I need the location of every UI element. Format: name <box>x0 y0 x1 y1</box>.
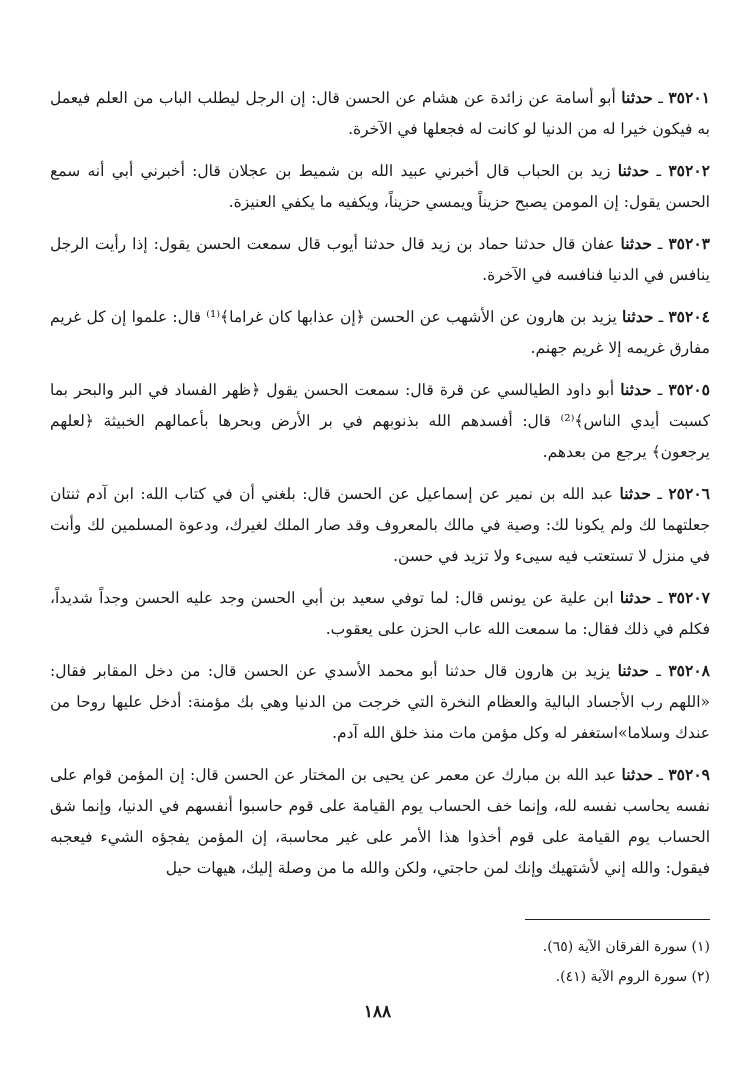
hadith-entry: ٣٥٢٠٨ ـ حدثنا يزيد بن هارون قال حدثنا أبو محمد الأسدي عن الحسن قال: من دخل المقابر فقال: «اللهم رب الأجساد البالية والعظام النخرة التي خرجت من الدنيا وهي بك مؤمنة: أدخل عليها روحا من عندك وسلاما»استغفر له وكل مؤمن مات منذ خلق الله آدم. <box>50 661 710 742</box>
entry-text: أبو داود الطيالسي عن قرة قال: سمعت الحسن يقول ﴿ظهر الفساد في البر والبحر بما كسبت أيدي الناس﴾⁽²⁾ قال: أفسدهم الله بذنوبهم في بر الأرض وبحرها بأعمالهم الخبيثة ﴿لعلهم يرجعون﴾ يرجع من بعدهم. <box>50 381 710 461</box>
entry-number: ٣٥٢٠١ <box>668 88 710 107</box>
entry-text: يزيد بن هارون قال حدثنا أبو محمد الأسدي عن الحسن قال: من دخل المقابر فقال: «اللهم رب الأجساد البالية والعظام النخرة التي خرجت من الدنيا وهي بك مؤمنة: أدخل عليها روحا من عندك وسلاما»استغفر له وكل مؤمن مات منذ خلق الله آدم. <box>50 662 710 742</box>
page-number: ١٨٨ <box>363 1002 392 1022</box>
entry-number: ٣٥٢٠٨ <box>668 661 710 680</box>
footnote: (٢) سورة الروم الآية (٤١). <box>555 969 710 985</box>
entry-lead: حدثنا <box>621 765 653 784</box>
footnote-divider <box>525 919 710 920</box>
hadith-entry: ٣٥٢٠٢ ـ حدثنا زيد بن الحباب قال أخبرني عبيد الله بن شميط بن عجلان قال: أخبرني أبي أنه سمع الحسن يقول: إن المومن يصبح حزيناً ويمسي حزيناً، ويكفيه ما يكفي العنيزة. <box>50 161 710 211</box>
entry-number: ٣٥٢٠٣ <box>668 234 710 253</box>
entry-lead: حدثنا <box>617 161 650 180</box>
entry-lead: حدثنا <box>622 307 654 326</box>
hadith-entry: ٣٥٢٠٧ ـ حدثنا ابن علية عن يونس قال: لما توفي سعيد بن أبي الحسن وجد عليه الحسن وجداً شديداً، فكلم في ذلك فقال: ما سمعت الله عاب الحزن على يعقوب. <box>50 588 710 638</box>
hadith-entry: ٣٥٢٠٩ ـ حدثنا عبد الله بن مبارك عن معمر عن يحيى بن المختار عن الحسن قال: إن المؤمن قوام على نفسه يحاسب نفسه لله، وإنما خف الحساب يوم القيامة على قوم حاسبوا أنفسهم في الدنيا، وإنما شق الحساب يوم القيامة على قوم أخذوا هذا الأمر على غير محاسبة، إن المؤمن يفجؤه الشيء فيعجبه فيقول: والله إني لأشتهيك وإنك لمن حاجتي، ولكن والله ما من وصلة إليك، هيهات حيل <box>50 765 710 877</box>
hadith-entry: ٣٥٢٠١ ـ حدثنا أبو أسامة عن زائدة عن هشام عن الحسن قال: إن الرجل ليطلب الباب من العلم فيعمل به فيكون خيرا له من الدنيا لو كانت له فجعلها في الآخرة. <box>50 88 710 138</box>
main-text <box>50 82 710 894</box>
entry-text: ابن علية عن يونس قال: لما توفي سعيد بن أبي الحسن وجد عليه الحسن وجداً شديداً، فكلم في ذلك فقال: ما سمعت الله عاب الحزن على يعقوب. <box>50 589 710 638</box>
entry-text: زيد بن الحباب قال أخبرني عبيد الله بن شميط بن عجلان قال: أخبرني أبي أنه سمع الحسن يقول: إن المومن يصبح حزيناً ويمسي حزيناً، ويكفيه ما يكفي العنيزة. <box>50 162 710 211</box>
footnote: (١) سورة الفرقان الآية (٦٥). <box>542 939 710 955</box>
hadith-entry: ٢٥٢٠٦ ـ حدثنا عبد الله بن نمير عن إسماعيل عن الحسن قال: بلغني أن في كتاب الله: ابن آدم ثنتان جعلتهما لك ولم يكونا لك: وصية في مالك بالمعروف وقد صار الملك لغيرك، ودعوة المسلمين لك وأنت في منزل لا تستعتب فيه سيىء ولا تزيد في حسن. <box>50 484 710 565</box>
entry-text: عفان قال حدثنا حماد بن زيد قال حدثنا أيوب قال سمعت الحسن يقول: إذا رأيت الرجل ينافس في الدنيا فنافسه في الآخرة. <box>50 235 710 284</box>
entry-lead: حدثنا <box>620 380 652 399</box>
entry-number: ٣٥٢٠٥ <box>668 380 710 399</box>
entry-number: ٣٥٢٠٤ <box>668 307 710 326</box>
entry-number: ٣٥٢٠٢ <box>668 161 710 180</box>
entry-text: عبد الله بن مبارك عن معمر عن يحيى بن المختار عن الحسن قال: إن المؤمن قوام على نفسه يحاسب نفسه لله، وإنما خف الحساب يوم القيامة على قوم حاسبوا أنفسهم في الدنيا، وإنما شق الحساب يوم القيامة على قوم أخذوا هذا الأمر على غير محاسبة، إن المؤمن يفجؤه الشيء فيعجبه فيقول: والله إني لأشتهيك وإنك لمن حاجتي، ولكن والله ما من وصلة إليك، هيهات حيل <box>50 766 710 877</box>
footnotes <box>50 932 710 992</box>
hadith-entry: ٣٥٢٠٤ ـ حدثنا يزيد بن هارون عن الأشهب عن الحسن ﴿إن عذابها كان غراما﴾⁽¹⁾ قال: علموا إن كل غريم مفارق غريمه إلا غريم جهنم. <box>50 307 710 357</box>
entry-text: أبو أسامة عن زائدة عن هشام عن الحسن قال: إن الرجل ليطلب الباب من العلم فيعمل به فيكون خيرا له من الدنيا لو كانت له فجعلها في الآخرة. <box>50 89 710 138</box>
entry-number: ٣٥٢٠٩ <box>668 765 710 784</box>
entry-lead: حدثنا <box>619 588 652 607</box>
entry-lead: حدثنا <box>619 484 651 503</box>
entry-number: ٣٥٢٠٧ <box>668 588 710 607</box>
entry-lead: حدثنا <box>620 234 652 253</box>
entry-text: يزيد بن هارون عن الأشهب عن الحسن ﴿إن عذابها كان غراما﴾⁽¹⁾ قال: علموا إن كل غريم مفارق غريمه إلا غريم جهنم. <box>50 308 710 357</box>
hadith-entry: ٣٥٢٠٥ ـ حدثنا أبو داود الطيالسي عن قرة قال: سمعت الحسن يقول ﴿ظهر الفساد في البر والبحر بما كسبت أيدي الناس﴾⁽²⁾ قال: أفسدهم الله بذنوبهم في بر الأرض وبحرها بأعمالهم الخبيثة ﴿لعلهم يرجعون﴾ يرجع من بعدهم. <box>50 380 710 461</box>
entry-text: عبد الله بن نمير عن إسماعيل عن الحسن قال: بلغني أن في كتاب الله: ابن آدم ثنتان جعلتهما لك ولم يكونا لك: وصية في مالك بالمعروف وقد صار الملك لغيرك، ودعوة المسلمين لك وأنت في منزل لا تستعتب فيه سيىء ولا تزيد في حسن. <box>50 485 710 565</box>
entry-lead: حدثنا <box>617 661 649 680</box>
hadith-entry: ٣٥٢٠٣ ـ حدثنا عفان قال حدثنا حماد بن زيد قال حدثنا أيوب قال سمعت الحسن يقول: إذا رأيت الرجل ينافس في الدنيا فنافسه في الآخرة. <box>50 234 710 284</box>
entry-lead: حدثنا <box>621 88 653 107</box>
entry-number: ٢٥٢٠٦ <box>668 484 710 503</box>
